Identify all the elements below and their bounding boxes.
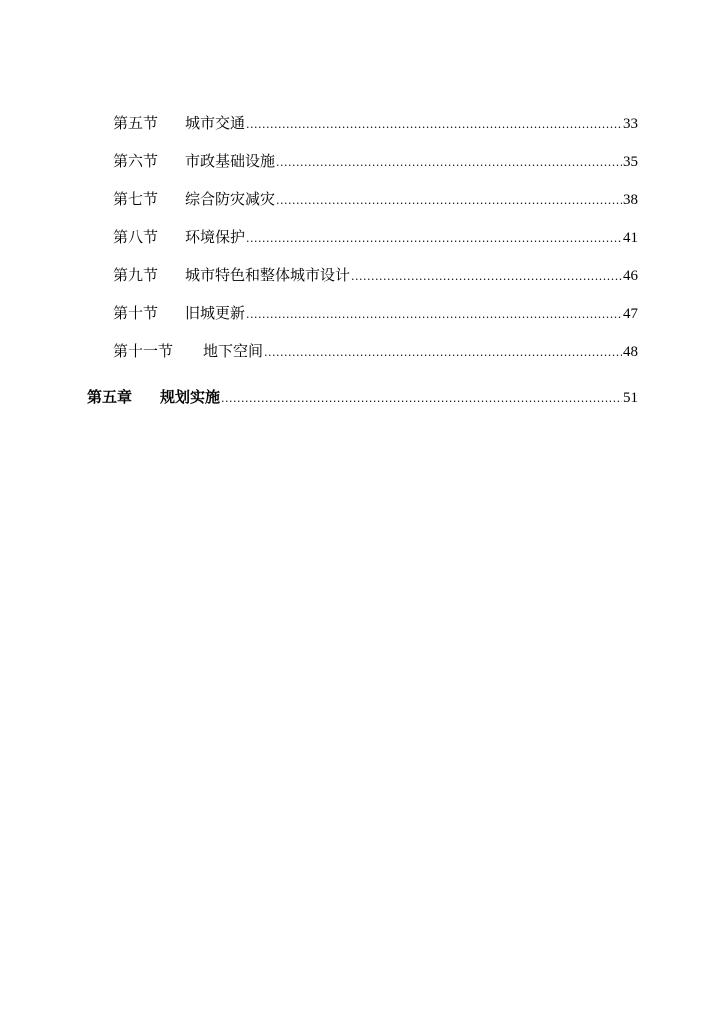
dot-leader bbox=[246, 229, 622, 249]
page-number: 47 bbox=[623, 306, 638, 322]
toc-entry[interactable] bbox=[113, 113, 638, 135]
dot-leader bbox=[246, 305, 622, 325]
section-title: 地下空间 bbox=[203, 342, 264, 360]
section-title: 市政基础设施 bbox=[185, 152, 276, 170]
section-number: 第五节 bbox=[113, 114, 159, 132]
chapter-title: 规划实施 bbox=[160, 388, 221, 406]
section-number: 第九节 bbox=[113, 266, 159, 284]
page-number: 48 bbox=[623, 344, 638, 360]
section-number: 第十节 bbox=[113, 304, 159, 322]
chapter-number: 第五章 bbox=[87, 388, 133, 406]
section-title: 城市特色和整体城市设计 bbox=[185, 266, 351, 284]
page-number: 41 bbox=[623, 230, 638, 246]
section-title: 环境保护 bbox=[185, 228, 246, 246]
page-number: 51 bbox=[623, 390, 638, 406]
toc-entry[interactable] bbox=[113, 265, 638, 287]
dot-leader bbox=[276, 153, 622, 173]
toc-chapter-entry[interactable] bbox=[87, 387, 638, 409]
section-number: 第七节 bbox=[113, 190, 159, 208]
section-number: 第八节 bbox=[113, 228, 159, 246]
dot-leader bbox=[264, 343, 622, 363]
page-number: 38 bbox=[623, 192, 638, 208]
dot-leader bbox=[246, 115, 622, 135]
page-number: 33 bbox=[623, 116, 638, 132]
section-title: 城市交通 bbox=[185, 114, 246, 132]
section-title: 综合防灾减灾 bbox=[185, 190, 276, 208]
page-number: 46 bbox=[623, 268, 638, 284]
toc-entry[interactable] bbox=[113, 189, 638, 211]
dot-leader bbox=[351, 267, 622, 287]
toc-entry[interactable] bbox=[113, 341, 638, 363]
dot-leader bbox=[221, 389, 622, 409]
section-number: 第六节 bbox=[113, 152, 159, 170]
section-title: 旧城更新 bbox=[185, 304, 246, 322]
toc-entry[interactable] bbox=[113, 227, 638, 249]
section-number: 第十一节 bbox=[113, 342, 174, 360]
toc-entry[interactable] bbox=[113, 151, 638, 173]
toc-entry[interactable] bbox=[113, 303, 638, 325]
page-number: 35 bbox=[623, 154, 638, 170]
dot-leader bbox=[276, 191, 622, 211]
